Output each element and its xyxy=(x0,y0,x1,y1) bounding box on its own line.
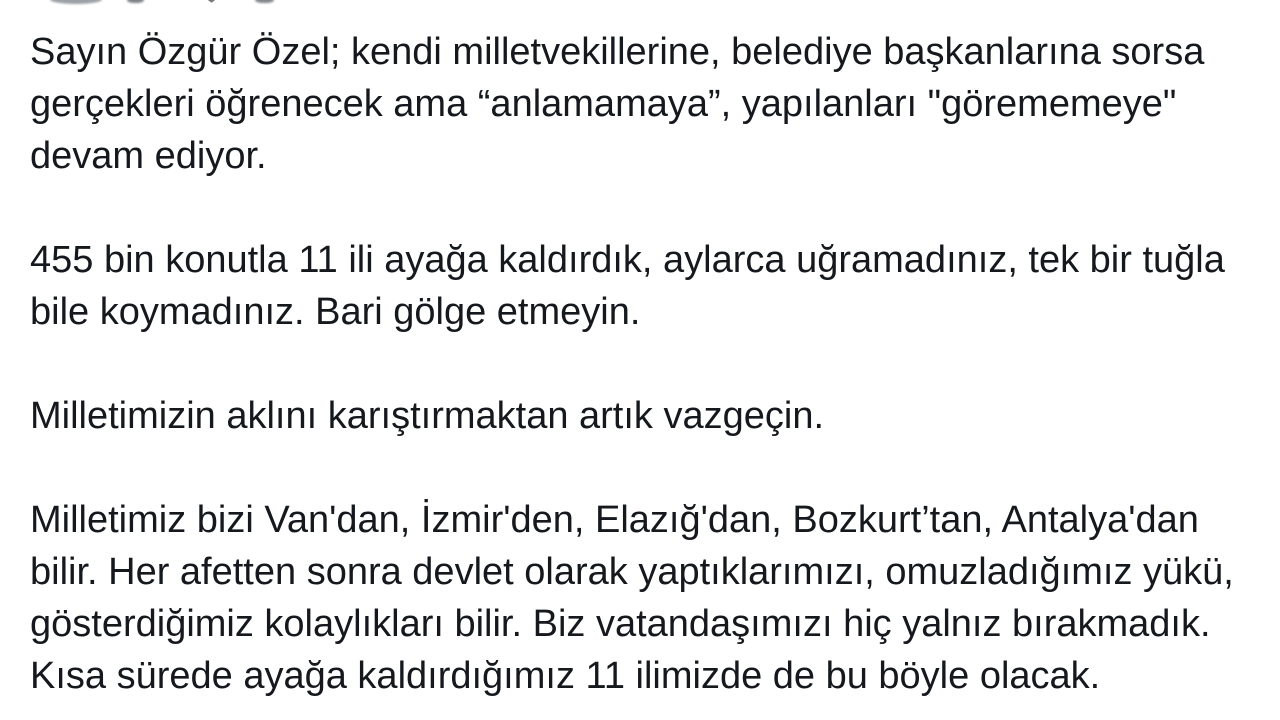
cropped-glyph-remnant-icon xyxy=(127,0,144,3)
paragraph-3 xyxy=(30,390,1270,442)
cropped-glyph-remnant-icon xyxy=(50,0,102,4)
text-line: bilir. Her afetten sonra devlet olarak yaptıklarımızı, omuzladığımız yükü, xyxy=(30,551,1234,593)
text-line: devam ediyor. xyxy=(30,135,267,177)
cropped-glyph-remnant-icon xyxy=(203,0,220,3)
text-line: gösterdiğimiz kolaylıkları bilir. Biz vatandaşımızı hiç yalnız bırakmadık. xyxy=(30,603,1211,645)
text-line: Milletimizin aklını karıştırmaktan artık vazgeçin. xyxy=(30,395,825,437)
text-line: Sayın Özgür Özel; kendi milletvekillerine, belediye başkanlarına sorsa xyxy=(30,31,1205,73)
text-line: gerçekleri öğrenecek ama “anlamamaya”, yapılanları "görememeye" xyxy=(30,83,1177,125)
text-line: Kısa sürede ayağa kaldırdığımız 11 ilimizde de bu böyle olacak. xyxy=(30,655,1101,697)
cropped-row-above xyxy=(0,0,1280,8)
text-line: Milletimiz bizi Van'dan, İzmir'den, Elazığ'dan, Bozkurt’tan, Antalya'dan xyxy=(30,499,1199,541)
text-line: 455 bin konutla 11 ili ayağa kaldırdık, aylarca uğramadınız, tek bir tuğla xyxy=(30,239,1225,281)
text-line: bile koymadınız. Bari gölge etmeyin. xyxy=(30,291,641,333)
paragraph-1 xyxy=(30,26,1270,182)
cropped-glyph-remnant-icon xyxy=(255,0,274,3)
paragraph-4 xyxy=(30,494,1270,702)
post-text xyxy=(30,26,1270,720)
paragraph-2 xyxy=(30,234,1270,338)
